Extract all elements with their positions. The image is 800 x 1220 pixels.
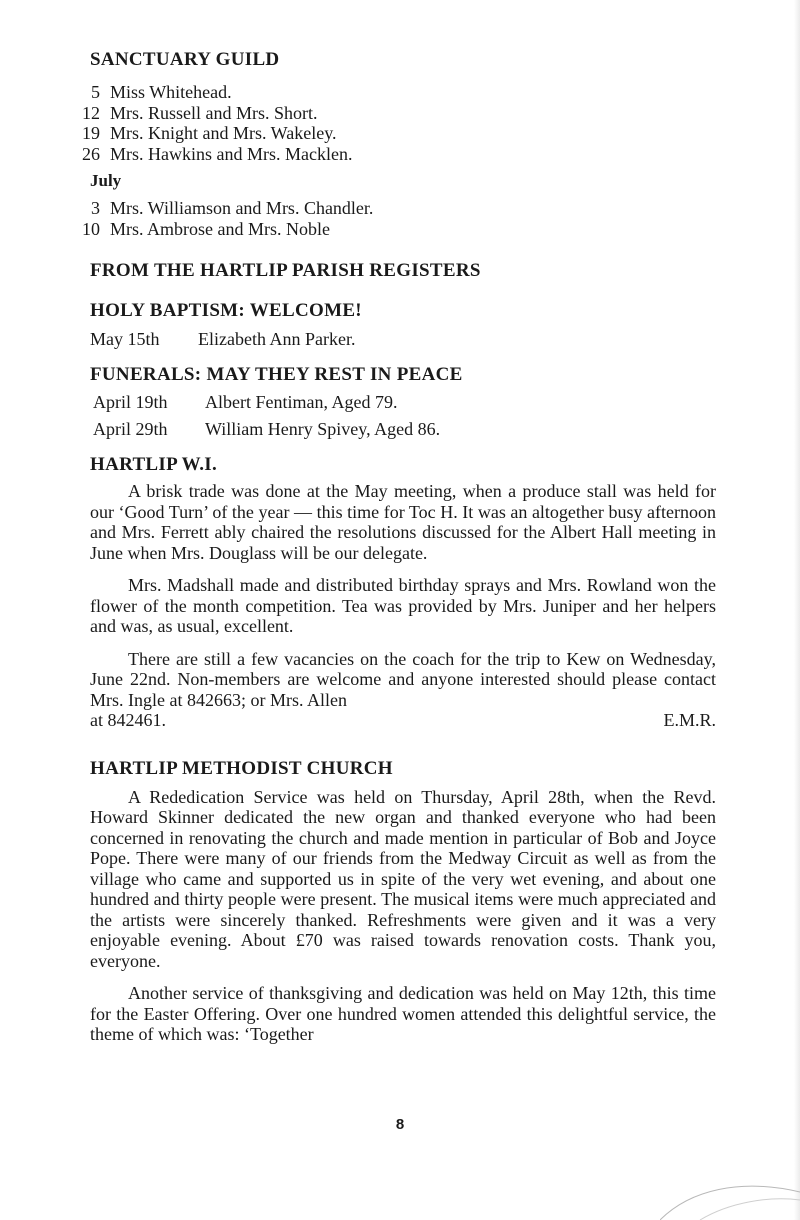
baptism-heading: HOLY BAPTISM: WELCOME!	[90, 300, 362, 321]
wi-paragraph-3: There are still a few vacancies on the coach for the trip to Kew on Wednesday, June 22nd. Non-members are welcome and anyone interested should please contact Mrs. Ingle at 842663; or Mrs. Allen	[90, 648, 716, 710]
wi-paragraph-3-end: at 842461.	[90, 710, 166, 730]
methodist-heading: HARTLIP METHODIST CHURCH	[90, 757, 393, 779]
funerals-heading: FUNERALS: MAY THEY REST IN PEACE	[90, 364, 463, 385]
roster-names: Mrs. Knight and Mrs. Wakeley.	[110, 123, 337, 143]
page-number: 8	[395, 1116, 405, 1133]
roster-names: Mrs. Ambrose and Mrs. Noble	[110, 218, 330, 239]
roster-day: 26	[82, 143, 100, 164]
page-edge-shadow	[794, 0, 800, 1220]
funeral-date: April 29th	[93, 419, 168, 439]
baptism-entry	[90, 327, 716, 351]
funeral-entry	[90, 389, 716, 416]
wi-paragraph-2: Mrs. Madshall made and distributed birthday sprays and Mrs. Rowland won the flower of the month competition. Tea was provided by Mrs. Juniper and her helpers and was, as usual, excellent.	[90, 575, 716, 636]
page-corner-curl-icon	[660, 1180, 800, 1220]
funeral-name: Albert Fentiman, Aged 79.	[205, 392, 398, 412]
roster-day: 19	[82, 123, 100, 143]
roster-day: 10	[82, 218, 100, 239]
roster-row	[82, 102, 716, 124]
sanctuary-roster	[82, 82, 716, 164]
funeral-name: William Henry Spivey, Aged 86.	[205, 419, 441, 439]
wi-heading: HARTLIP W.I.	[90, 454, 218, 475]
roster-names: Mrs. Williamson and Mrs. Chandler.	[110, 198, 374, 218]
sanctuary-guild-heading: SANCTUARY GUILD	[90, 49, 280, 70]
roster-names: Miss Whitehead.	[110, 82, 232, 102]
wi-signature-line	[90, 710, 716, 731]
roster-row	[82, 143, 716, 165]
funeral-date: April 19th	[93, 392, 168, 412]
roster-day: 5	[91, 82, 100, 102]
wi-signature: E.M.R.	[663, 710, 716, 730]
methodist-paragraph-1: A Rededication Service was held on Thursday, April 28th, when the Revd. Howard Skinner dedicated the new organ and thanked everyone who had been concerned in renovating the church and made mention in particular of Bob and Joyce Pope. There were many of our friends from the Medway Circuit as well as from the village who came and supported us in spite of the very wet evening, and about one hundred and thirty people were present. The musical items were much appreciated and the artists were sincerely thanked. Refreshments were given and it was a very enjoyable evening. About £70 was raised towards renovation costs. Thank you, everyone.	[90, 786, 716, 971]
roster-names: Mrs. Hawkins and Mrs. Macklen.	[110, 143, 353, 164]
funeral-entry	[90, 416, 716, 443]
roster-names: Mrs. Russell and Mrs. Short.	[110, 102, 318, 123]
roster-row	[90, 82, 716, 103]
july-roster	[82, 198, 716, 239]
funerals-list	[90, 389, 716, 443]
baptism-date: May 15th	[90, 329, 160, 349]
roster-day: 3	[91, 198, 100, 218]
registers-heading: FROM THE HARTLIP PARISH REGISTERS	[90, 260, 481, 281]
roster-row	[82, 218, 716, 240]
page-content	[82, 48, 716, 1045]
methodist-paragraph-2: Another service of thanksgiving and dedication was held on May 12th, this time for the Easter Offering. Over one hundred women attended this delightful service, the theme of which was: ‘Together	[90, 983, 716, 1044]
baptism-name: Elizabeth Ann Parker.	[198, 329, 356, 349]
wi-paragraph-1: A brisk trade was done at the May meeting, when a produce stall was held for our ‘Good Turn’ of the year — this time for Toc H. It was an altogether busy afternoon and Mrs. Ferrett ably chaired the resolutions discussed for the Albert Hall meeting in June when Mrs. Douglass will be our delegate.	[90, 481, 716, 563]
roster-day: 12	[82, 102, 100, 123]
roster-row	[90, 198, 716, 219]
roster-row	[82, 123, 716, 144]
july-label: July	[90, 171, 122, 190]
